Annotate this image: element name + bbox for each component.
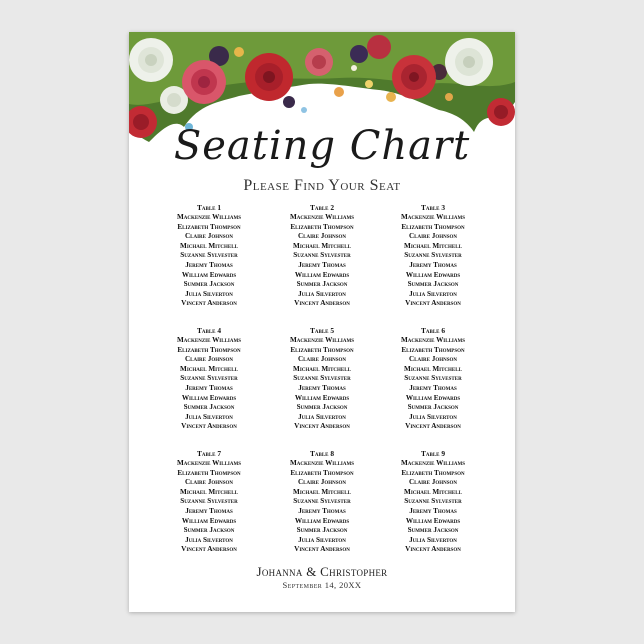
guest-name: Vincent Anderson [181, 422, 237, 431]
guest-name: Jeremy Thomas [298, 261, 346, 270]
guest-name: Suzanne Sylvester [293, 497, 351, 506]
guest-name: Michael Mitchell [404, 241, 462, 250]
table-label: Table 4 [196, 326, 222, 335]
guest-name: William Edwards [294, 516, 350, 525]
guest-name: Jeremy Thomas [185, 507, 233, 516]
guest-name: Suzanne Sylvester [180, 497, 238, 506]
guest-name: William Edwards [405, 270, 461, 279]
guest-name: Michael Mitchell [180, 487, 238, 496]
guest-name: Suzanne Sylvester [293, 251, 351, 260]
guest-name: Vincent Anderson [181, 545, 237, 554]
guest-name: Julia Silverton [409, 412, 457, 421]
guest-name: Suzanne Sylvester [404, 251, 462, 260]
guest-name: William Edwards [181, 516, 237, 525]
guest-name: Julia Silverton [298, 289, 346, 298]
guest-name: Jeremy Thomas [185, 384, 233, 393]
guest-name: Claire Johnson [184, 232, 234, 241]
guest-name: William Edwards [294, 270, 350, 279]
guest-name: Jeremy Thomas [298, 507, 346, 516]
guest-name: Elizabeth Thompson [290, 345, 354, 354]
guest-name: Elizabeth Thompson [290, 222, 354, 231]
guest-name: Claire Johnson [297, 232, 347, 241]
guest-name: Vincent Anderson [294, 299, 350, 308]
guest-name: Vincent Anderson [181, 299, 237, 308]
table-block [155, 326, 263, 432]
guest-name: Vincent Anderson [405, 422, 461, 431]
table-label: Table 6 [420, 326, 446, 335]
guest-name: Jeremy Thomas [409, 507, 457, 516]
guest-name: Jeremy Thomas [298, 384, 346, 393]
seating-chart-poster [129, 32, 515, 612]
guest-name: Vincent Anderson [294, 545, 350, 554]
guest-name: Elizabeth Thompson [401, 468, 465, 477]
guest-name: Mackenzie Williams [177, 459, 241, 468]
table-block [155, 203, 263, 309]
guest-name: Mackenzie Williams [401, 213, 465, 222]
guest-name: Summer Jackson [296, 403, 348, 412]
guest-name: Suzanne Sylvester [180, 374, 238, 383]
guest-name: Summer Jackson [183, 280, 235, 289]
guest-name: Elizabeth Thompson [177, 345, 241, 354]
guest-name: Michael Mitchell [404, 364, 462, 373]
guest-name: Elizabeth Thompson [290, 468, 354, 477]
table-label: Table 2 [309, 203, 335, 212]
table-block [379, 203, 487, 309]
guest-name: Suzanne Sylvester [404, 374, 462, 383]
guest-name: Julia Silverton [409, 289, 457, 298]
guest-name: Mackenzie Williams [401, 459, 465, 468]
table-block [379, 326, 487, 432]
guest-name: Elizabeth Thompson [401, 222, 465, 231]
page-title: Seating Chart [173, 123, 471, 169]
table-label: Table 1 [196, 203, 222, 212]
guest-name: Claire Johnson [408, 478, 458, 487]
guest-name: Mackenzie Williams [177, 213, 241, 222]
page-subtitle: Please Find Your Seat [243, 177, 401, 194]
guest-name: Mackenzie Williams [401, 336, 465, 345]
table-block [268, 203, 376, 309]
guest-name: Julia Silverton [185, 535, 233, 544]
guest-name: Julia Silverton [185, 289, 233, 298]
guest-name: Vincent Anderson [405, 545, 461, 554]
guest-name: Suzanne Sylvester [404, 497, 462, 506]
guest-name: William Edwards [181, 393, 237, 402]
table-label: Table 7 [196, 449, 222, 458]
guest-name: William Edwards [405, 393, 461, 402]
guest-name: Vincent Anderson [405, 299, 461, 308]
guest-name: Suzanne Sylvester [293, 374, 351, 383]
guest-name: Summer Jackson [296, 526, 348, 535]
guest-name: William Edwards [405, 516, 461, 525]
couple-names: Johanna & Christopher [256, 564, 388, 579]
guest-name: Mackenzie Williams [290, 336, 354, 345]
guest-name: Jeremy Thomas [185, 261, 233, 270]
guest-name: Summer Jackson [407, 403, 459, 412]
guest-name: Claire Johnson [408, 355, 458, 364]
table-block [379, 449, 487, 555]
guest-name: William Edwards [294, 393, 350, 402]
guest-name: Michael Mitchell [180, 241, 238, 250]
table-label: Table 5 [309, 326, 335, 335]
guest-name: Julia Silverton [298, 535, 346, 544]
table-block [268, 326, 376, 432]
guest-name: William Edwards [181, 270, 237, 279]
table-block [268, 449, 376, 555]
guest-name: Summer Jackson [407, 526, 459, 535]
table-label: Table 9 [420, 449, 446, 458]
guest-name: Claire Johnson [297, 478, 347, 487]
table-label: Table 3 [420, 203, 446, 212]
guest-name: Mackenzie Williams [290, 459, 354, 468]
event-date: September 14, 20XX [282, 580, 362, 590]
guest-name: Elizabeth Thompson [177, 468, 241, 477]
guest-name: Mackenzie Williams [177, 336, 241, 345]
table-block [155, 449, 263, 555]
table-label: Table 8 [309, 449, 335, 458]
guest-name: Summer Jackson [183, 526, 235, 535]
guest-name: Julia Silverton [298, 412, 346, 421]
guest-name: Jeremy Thomas [409, 261, 457, 270]
guest-name: Summer Jackson [296, 280, 348, 289]
guest-name: Julia Silverton [409, 535, 457, 544]
guest-name: Claire Johnson [297, 355, 347, 364]
guest-name: Vincent Anderson [294, 422, 350, 431]
guest-name: Mackenzie Williams [290, 213, 354, 222]
guest-name: Elizabeth Thompson [401, 345, 465, 354]
guest-name: Summer Jackson [407, 280, 459, 289]
guest-name: Michael Mitchell [293, 241, 351, 250]
guest-name: Michael Mitchell [180, 364, 238, 373]
guest-name: Michael Mitchell [293, 364, 351, 373]
guest-name: Claire Johnson [184, 355, 234, 364]
guest-name: Elizabeth Thompson [177, 222, 241, 231]
guest-name: Michael Mitchell [404, 487, 462, 496]
guest-name: Michael Mitchell [293, 487, 351, 496]
guest-name: Summer Jackson [183, 403, 235, 412]
guest-name: Julia Silverton [185, 412, 233, 421]
guest-name: Claire Johnson [408, 232, 458, 241]
guest-name: Jeremy Thomas [409, 384, 457, 393]
guest-name: Claire Johnson [184, 478, 234, 487]
guest-name: Suzanne Sylvester [180, 251, 238, 260]
